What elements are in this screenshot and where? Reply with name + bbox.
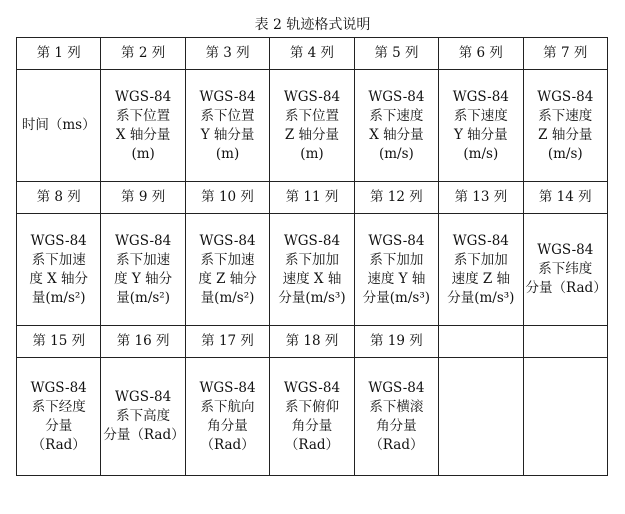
cell-text-line: WGS-84	[115, 232, 172, 249]
cell-text-line: （Rad）	[31, 436, 86, 453]
cell-text-line: WGS-84	[30, 379, 87, 396]
cell-text-line: WGS-84	[30, 232, 87, 249]
cell-text-line: 分量(m/s³)	[278, 289, 346, 306]
description-row	[17, 358, 608, 476]
column-header-cell: 第 1 列	[17, 38, 101, 70]
cell-text-line: (m)	[215, 145, 240, 162]
column-header-cell: 第 7 列	[523, 38, 607, 70]
description-row	[17, 70, 608, 182]
description-cell	[354, 214, 438, 326]
cell-text-line: WGS-84	[368, 379, 425, 396]
cell-text-line: WGS-84	[199, 88, 256, 105]
header-row	[17, 38, 608, 70]
description-cell	[185, 358, 269, 476]
column-header-cell: 第 16 列	[101, 326, 185, 358]
cell-text-line: （Rad）	[369, 436, 424, 453]
cell-text-line: 分量(m/s³)	[447, 289, 515, 306]
cell-text-line: 系下加速	[116, 251, 171, 268]
column-header-cell: 第 5 列	[354, 38, 438, 70]
cell-text-line: 角分量	[207, 417, 248, 434]
cell-text-line: 系下航向	[200, 398, 255, 415]
cell-text-line: 量(m/s²)	[31, 289, 86, 306]
cell-text-line: 系下位置	[200, 107, 255, 124]
cell-text-line: 速度 Z 轴	[451, 270, 511, 287]
cell-text-line: 量(m/s²)	[116, 289, 170, 306]
cell-text-line: 分量（Rad）	[103, 427, 185, 443]
cell-text-line: 系下加加	[369, 251, 424, 268]
description-cell	[354, 70, 438, 182]
description-row	[17, 214, 608, 326]
cell-text-line: 系下加加	[453, 251, 508, 268]
column-header-cell: 第 9 列	[101, 182, 185, 214]
description-cell	[185, 214, 269, 326]
cell-text-line: 角分量	[291, 417, 333, 434]
column-header-cell: 第 10 列	[185, 182, 269, 214]
description-cell	[523, 358, 607, 476]
description-cell	[270, 358, 354, 476]
column-header-cell: 第 6 列	[439, 38, 523, 70]
cell-text-line: WGS-84	[452, 232, 509, 249]
table-caption: 表 2 轨迹格式说明	[254, 17, 371, 33]
cell-text-line: (m/s)	[463, 145, 499, 162]
cell-text-line: （Rad）	[200, 436, 255, 453]
column-header-cell: 第 2 列	[101, 38, 185, 70]
header-row	[17, 326, 608, 358]
cell-text-line: 系下速度	[453, 107, 508, 124]
column-header-cell: 第 3 列	[185, 38, 269, 70]
description-cell	[354, 358, 438, 476]
cell-text-line: 度 Z 轴分	[198, 270, 257, 287]
column-header-cell: 第 8 列	[17, 182, 101, 214]
cell-text-line: 系下纬度	[538, 261, 593, 277]
header-row	[17, 182, 608, 214]
column-header-cell	[523, 326, 607, 358]
description-cell	[439, 214, 523, 326]
description-cell	[523, 70, 607, 182]
cell-text-line: 速度 Y 轴	[367, 270, 426, 287]
description-cell	[17, 70, 101, 182]
description-cell	[101, 70, 185, 182]
cell-text-line: (m/s)	[378, 145, 414, 162]
column-header-cell: 第 12 列	[354, 182, 438, 214]
cell-text-line: WGS-84	[368, 88, 425, 105]
cell-text-line: 度 X 轴分	[29, 270, 89, 287]
cell-text-line: 度 Y 轴分	[114, 270, 173, 287]
description-cell	[101, 358, 185, 476]
cell-text-line: X 轴分量	[369, 126, 424, 143]
cell-text-line: WGS-84	[283, 379, 341, 396]
cell-text-line: (m)	[131, 145, 155, 162]
cell-text-line: (m)	[300, 145, 324, 162]
column-header-cell: 第 17 列	[185, 326, 269, 358]
cell-text-line: WGS-84	[199, 379, 256, 396]
cell-text-line: 角分量	[376, 417, 417, 434]
description-cell	[17, 358, 101, 476]
column-header-cell: 第 13 列	[439, 182, 523, 214]
description-cell	[270, 214, 354, 326]
column-header-cell	[439, 326, 523, 358]
description-cell	[101, 214, 185, 326]
cell-text-line: WGS-84	[115, 389, 172, 405]
cell-text-line: 系下加速	[200, 251, 255, 268]
cell-text-line: WGS-84	[537, 242, 594, 258]
cell-text-line: 分量(m/s³)	[362, 289, 431, 306]
description-cell	[523, 214, 607, 326]
cell-text-line: 系下俯仰	[284, 398, 339, 415]
description-cell	[439, 358, 523, 476]
cell-text-line: Z 轴分量	[538, 126, 593, 143]
cell-text-line: 系下速度	[538, 107, 593, 124]
column-header-cell: 第 14 列	[523, 182, 607, 214]
cell-text-line: （Rad）	[284, 436, 340, 453]
cell-text-line: WGS-84	[452, 88, 509, 105]
column-header-cell: 第 18 列	[270, 326, 354, 358]
track-format-table	[16, 37, 608, 476]
column-header-cell: 第 4 列	[270, 38, 354, 70]
cell-text-line: 系下加加	[284, 251, 339, 268]
cell-text-line: WGS-84	[283, 232, 341, 249]
cell-text-line: Y 轴分量	[200, 126, 255, 143]
cell-text-line: WGS-84	[115, 88, 172, 105]
cell-text-line: X 轴分量	[115, 126, 171, 143]
cell-text-line: WGS-84	[199, 232, 256, 249]
cell-text-line: Y 轴分量	[453, 126, 508, 143]
cell-text-line: 系下速度	[369, 107, 424, 124]
column-header-cell: 第 19 列	[354, 326, 438, 358]
description-cell	[185, 70, 269, 182]
cell-text-line: Z 轴分量	[284, 126, 340, 143]
cell-text-line: 时间（ms）	[21, 117, 96, 133]
cell-text-line: 系下位置	[116, 107, 171, 124]
column-header-cell: 第 11 列	[270, 182, 354, 214]
description-cell	[439, 70, 523, 182]
cell-text-line: 系下经度	[31, 398, 86, 415]
cell-text-line: WGS-84	[537, 88, 594, 105]
cell-text-line: 速度 X 轴	[282, 270, 342, 287]
cell-text-line: 量(m/s²)	[200, 289, 255, 306]
description-cell	[17, 214, 101, 326]
description-cell	[270, 70, 354, 182]
cell-text-line: 系下位置	[284, 107, 339, 124]
column-header-cell: 第 15 列	[17, 326, 101, 358]
cell-text-line: 系下加速	[31, 251, 86, 268]
cell-text-line: 系下高度	[116, 408, 171, 424]
cell-text-line: 系下横滚	[369, 398, 424, 415]
cell-text-line: 分量（Rad）	[525, 280, 607, 296]
cell-text-line: WGS-84	[368, 232, 425, 249]
cell-text-line: WGS-84	[283, 88, 341, 105]
cell-text-line: (m/s)	[547, 145, 583, 162]
cell-text-line: 分量	[45, 417, 73, 434]
